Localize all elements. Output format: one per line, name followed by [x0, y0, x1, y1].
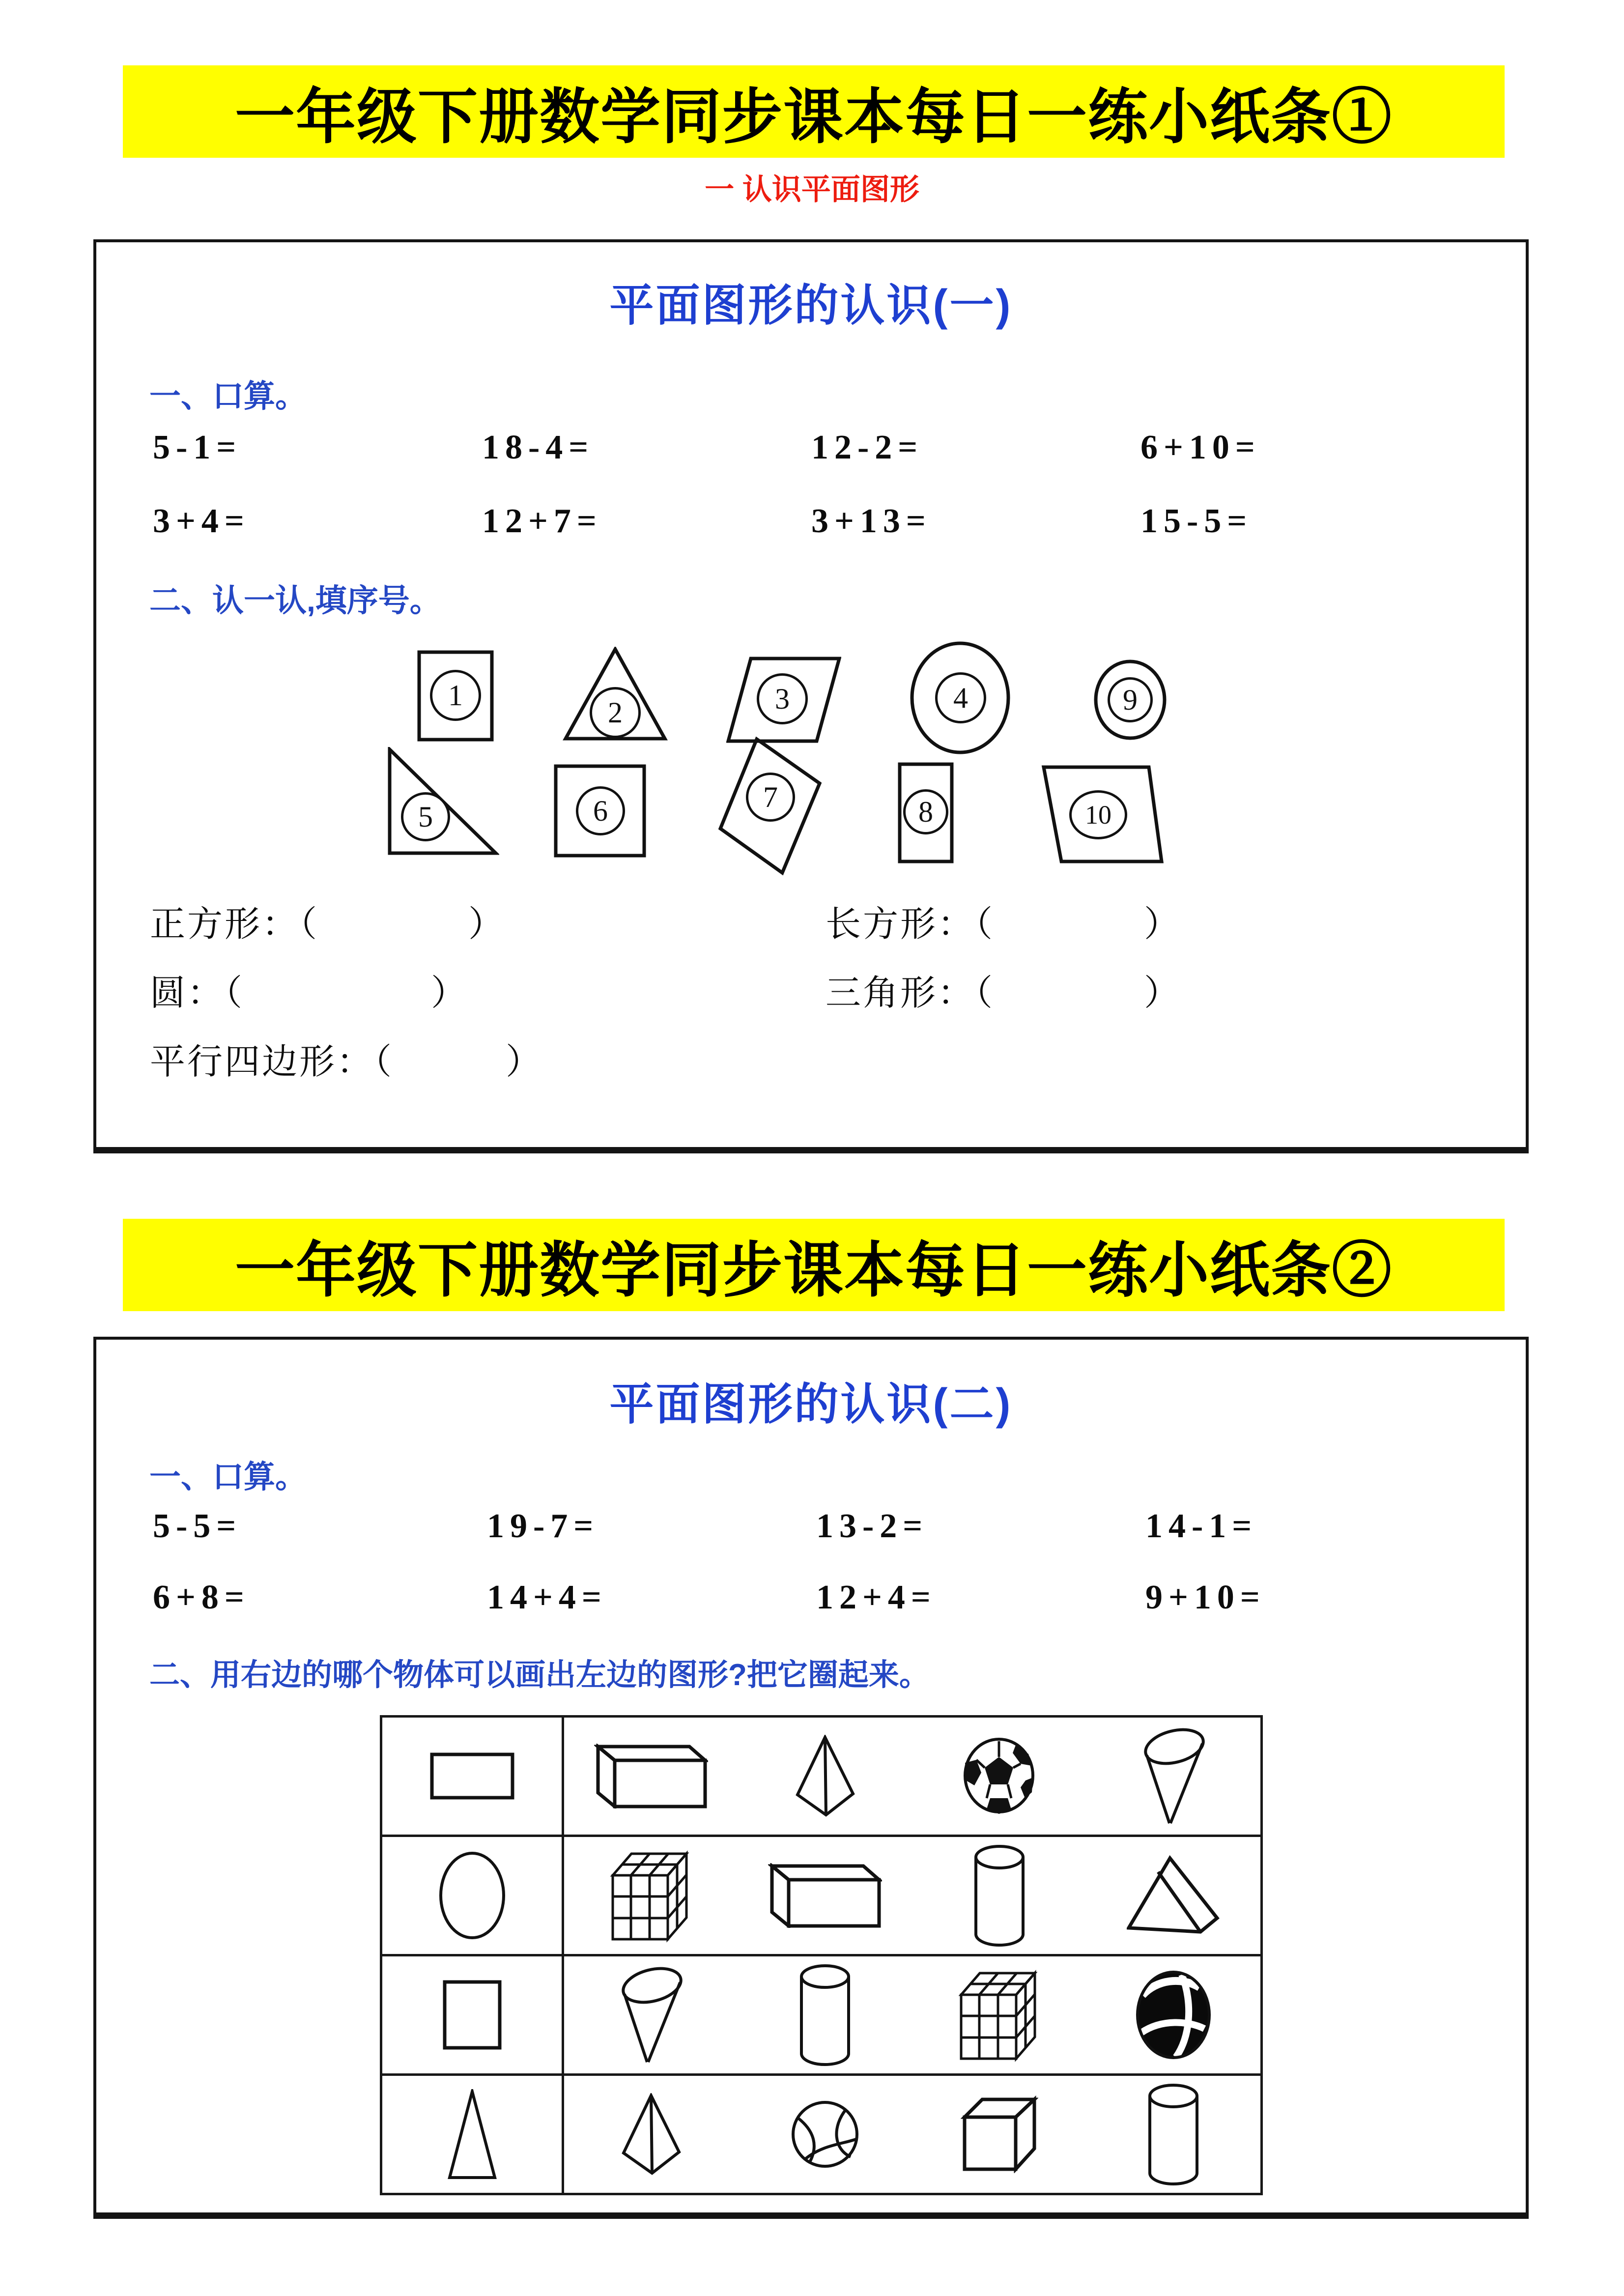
sheet1-title: 平面图形的认识(一)	[609, 281, 1013, 330]
object-cylinder	[1086, 2076, 1260, 2193]
oral-problem: 13-2=	[816, 1507, 929, 1545]
object-basketball	[738, 2076, 912, 2193]
badge-number: 4	[953, 681, 968, 714]
shape-number-badge	[1069, 790, 1127, 839]
oral-problem: 3+4=	[153, 502, 250, 540]
shape-number-badge	[757, 673, 808, 724]
oral-problem: 14-1=	[1145, 1507, 1258, 1545]
fill-rectangle: 长方形：（ ）	[826, 905, 1182, 944]
sheet2-part1-heading: 一、口算。	[149, 1459, 307, 1494]
banner-sheet1	[123, 65, 1505, 158]
shape-number-badge	[935, 672, 986, 723]
oral-problem: 15-5=	[1140, 502, 1253, 540]
object-cuboid	[738, 1837, 912, 1954]
oral-problem: 5-5=	[153, 1507, 242, 1545]
sheet2-part2-heading: 二、用右边的哪个物体可以画出左边的图形?把它圈起来。	[149, 1658, 930, 1692]
target-square	[382, 1956, 564, 2073]
badge-number: 8	[918, 795, 933, 828]
oral-problem: 12-2=	[811, 429, 924, 466]
sheet1-part1-heading: 一、口算。	[149, 378, 307, 414]
badge-number: 6	[593, 794, 608, 827]
target-rectangle	[382, 1718, 564, 1835]
oral-problem: 19-7=	[487, 1507, 599, 1545]
table-row	[382, 1835, 1260, 1954]
badge-number: 5	[418, 800, 433, 833]
sheet2-title: 平面图形的认识(二)	[609, 1380, 1013, 1429]
badge-number: 10	[1085, 800, 1111, 830]
fill-parallelogram: 平行四边形：（ ）	[150, 1042, 543, 1082]
shape-number-badge	[746, 773, 795, 822]
object-rubik-cube	[912, 1956, 1086, 2073]
object-triangular-prism	[1086, 1837, 1260, 1954]
sheet1-part2-heading: 二、认一认,填序号。	[149, 583, 441, 618]
badge-number: 1	[448, 679, 463, 712]
oral-problem: 12+7=	[482, 502, 602, 540]
shape-number-badge	[576, 786, 625, 835]
fill-circle: 圆：（ ）	[150, 974, 469, 1013]
shape-number-badge	[1108, 677, 1153, 722]
oral-problem: 18-4=	[482, 429, 595, 466]
object-pyramid	[738, 1718, 912, 1835]
oral-problem: 3+13=	[811, 502, 932, 540]
shape-number-badge	[590, 687, 641, 738]
shape-number-badge	[430, 670, 481, 721]
badge-number: 9	[1123, 683, 1138, 716]
oral-problem: 14+4=	[487, 1578, 607, 1616]
object-cone	[1086, 1718, 1260, 1835]
shape-number-badge	[401, 792, 450, 841]
object-volleyball	[1086, 1956, 1260, 2073]
badge-number: 7	[763, 780, 778, 813]
oral-problem: 9+10=	[1145, 1578, 1266, 1616]
banner-sheet2-text: 一年级下册数学同步课本每日一练小纸条②	[235, 1236, 1393, 1304]
banner-sheet1-text: 一年级下册数学同步课本每日一练小纸条①	[235, 83, 1393, 150]
fill-triangle: 三角形：（ ）	[826, 974, 1182, 1013]
object-cube	[912, 2076, 1086, 2193]
oral-problem: 6+10=	[1140, 429, 1261, 466]
banner-sheet2	[123, 1219, 1505, 1311]
oral-problem: 5-1=	[153, 429, 242, 466]
oral-problem: 12+4=	[816, 1578, 937, 1616]
object-pyramid	[564, 2076, 738, 2193]
object-rubik-cube	[564, 1837, 738, 1954]
table-row	[382, 1954, 1260, 2073]
sheet1-subtitle: 一 认识平面图形	[705, 173, 919, 206]
table-row	[382, 2073, 1260, 2193]
badge-number: 3	[775, 682, 790, 715]
shape-number-badge	[903, 789, 948, 834]
table-row	[382, 1718, 1260, 1835]
badge-number: 2	[608, 696, 623, 729]
object-cone	[564, 1956, 738, 2073]
match-table	[380, 1715, 1263, 2195]
target-triangle	[382, 2076, 564, 2193]
fill-square: 正方形：（ ）	[150, 905, 506, 944]
oral-problem: 6+8=	[153, 1578, 250, 1616]
target-circle	[382, 1837, 564, 1954]
object-cylinder	[738, 1956, 912, 2073]
object-cylinder	[912, 1837, 1086, 1954]
object-soccer-ball	[912, 1718, 1086, 1835]
object-cuboid	[564, 1718, 738, 1835]
